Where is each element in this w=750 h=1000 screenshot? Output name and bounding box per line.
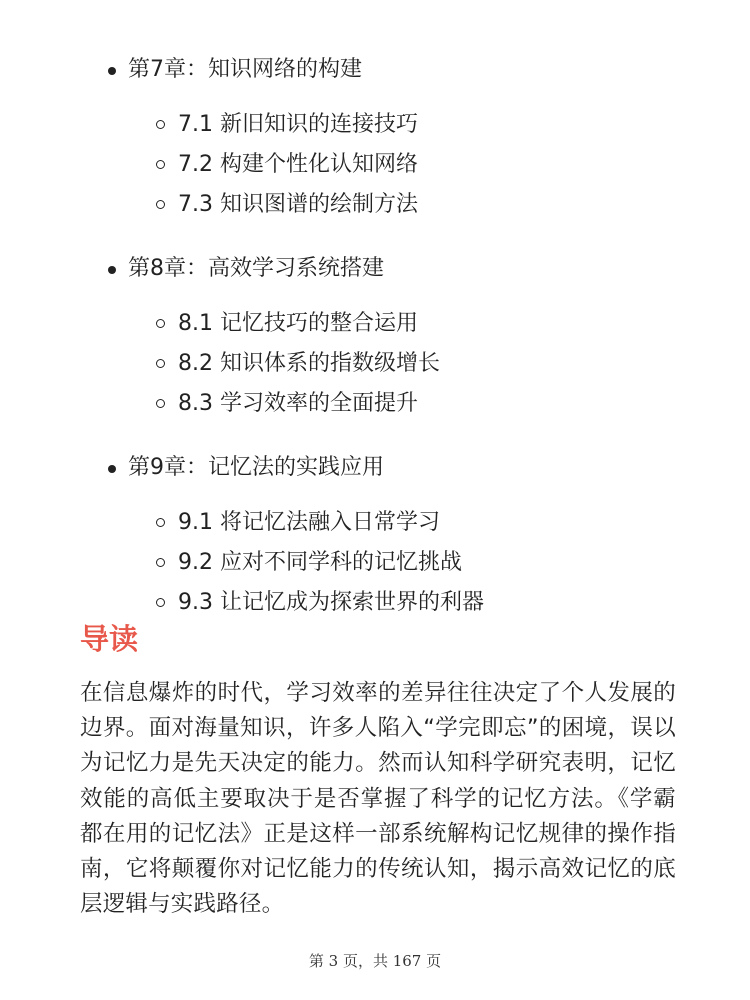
intro-heading: 导读	[80, 622, 139, 656]
chapter-title: 第7章：知识网络的构建	[128, 57, 362, 82]
bullet-circle-icon	[156, 200, 165, 209]
chapter-label	[108, 247, 708, 291]
chapter-title: 第8章：高效学习系统搭建	[128, 256, 384, 281]
toc-section	[156, 503, 708, 543]
toc-section	[156, 543, 708, 583]
section-title: 8.2 知识体系的指数级增长	[178, 351, 440, 376]
bullet-circle-icon	[156, 598, 165, 607]
section-title: 9.1 将记忆法融入日常学习	[178, 510, 440, 535]
section-list	[108, 105, 708, 225]
toc-section	[156, 304, 708, 344]
bullet-circle-icon	[156, 120, 165, 129]
bullet-circle-icon	[156, 359, 165, 368]
bullet-circle-icon	[156, 558, 165, 567]
toc-chapter-7	[108, 48, 708, 225]
toc-chapter-8	[108, 247, 708, 424]
bullet-disc-icon	[108, 465, 116, 473]
bullet-disc-icon	[108, 266, 116, 274]
toc-section	[156, 145, 708, 185]
intro-paragraph: 在信息爆炸的时代，学习效率的差异往往决定了个人发展的边界。面对海量知识，许多人陷入“学完即忘”的困境，误以为记忆力是先天决定的能力。然而认知科学研究表明，记忆效能的高低主要取决于是否掌握了科学的记忆方法。《学霸都在用的记忆法》正是这样一部系统解构记忆规律的操作指南，它将颠覆你对记忆能力的传统认知，揭示高效记忆的底层逻辑与实践路径。	[80, 680, 676, 918]
bullet-circle-icon	[156, 319, 165, 328]
section-title: 9.2 应对不同学科的记忆挑战	[178, 550, 462, 575]
bullet-disc-icon	[108, 67, 116, 75]
section-title: 7.1 新旧知识的连接技巧	[178, 112, 418, 137]
bullet-circle-icon	[156, 160, 165, 169]
toc-section	[156, 583, 708, 623]
bullet-circle-icon	[156, 518, 165, 527]
section-title: 8.1 记忆技巧的整合运用	[178, 311, 418, 336]
toc-section	[156, 344, 708, 384]
chapter-title: 第9章：记忆法的实践应用	[128, 455, 384, 480]
page-number-footer: 第 3 页，共 167 页	[308, 952, 442, 970]
chapter-label	[108, 48, 708, 92]
chapter-label	[108, 446, 708, 490]
toc-chapter-9	[108, 446, 708, 623]
section-list	[108, 503, 708, 623]
section-title: 8.3 学习效率的全面提升	[178, 391, 418, 416]
section-title: 7.3 知识图谱的绘制方法	[178, 192, 418, 217]
table-of-contents	[108, 48, 708, 645]
section-list	[108, 304, 708, 424]
toc-section	[156, 105, 708, 145]
section-title: 7.2 构建个性化认知网络	[178, 152, 418, 177]
toc-section	[156, 384, 708, 424]
bullet-circle-icon	[156, 399, 165, 408]
section-title: 9.3 让记忆成为探索世界的利器	[178, 590, 484, 615]
toc-section	[156, 185, 708, 225]
